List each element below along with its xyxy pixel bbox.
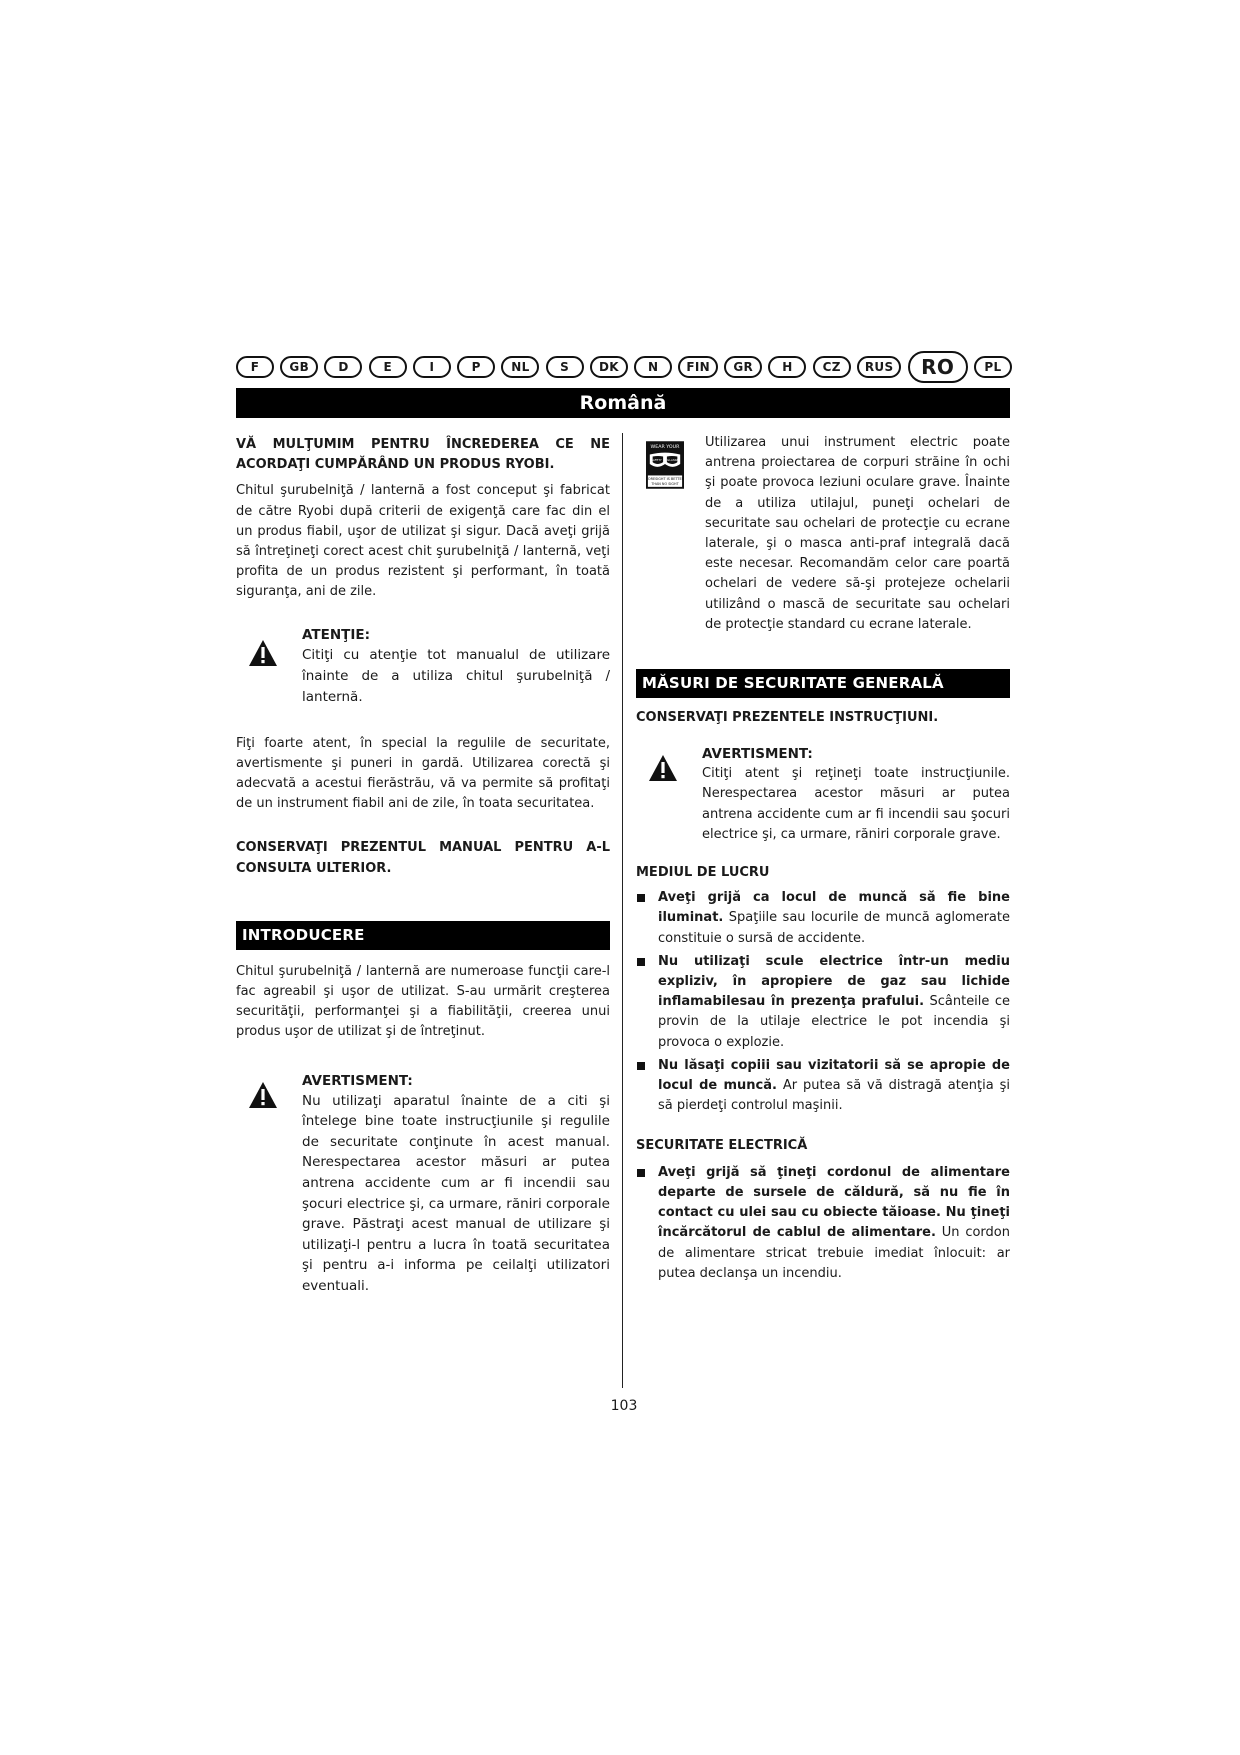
warning-box-left (236, 1071, 610, 1297)
electrical-safety-heading: SECURITATE ELECTRICĂ (636, 1138, 808, 1154)
right-column (636, 433, 1010, 1284)
attention-box (236, 625, 610, 708)
work-environment-list (636, 888, 1010, 1116)
language-tab-e[interactable]: E (369, 356, 407, 378)
language-tab-p[interactable]: P (457, 356, 495, 378)
rules-paragraph: Fiţi foarte atent, în special la regulile de securitate, avertismente şi puneri in gardă. Utilizarea corectă şi adecvată a acestui fierăstrău, vă va permite să profitaţi de un instrument fiabil ani de zile, în toata securitatea. (236, 735, 610, 812)
language-selector (236, 350, 1012, 384)
safety-glasses-block (636, 433, 1010, 635)
left-column (236, 433, 610, 1297)
language-tab-i[interactable]: I (413, 356, 451, 378)
glasses-icon-line-3: GLASSES (667, 458, 681, 463)
language-tab-n[interactable]: N (634, 356, 672, 378)
language-tab-h[interactable]: H (768, 356, 806, 378)
warning-title: AVERTISMENT: (302, 1072, 413, 1089)
language-tab-dk[interactable]: DK (590, 356, 628, 378)
language-tab-gb[interactable]: GB (280, 356, 318, 378)
list-item-text: Ar putea să vă distragă atenţia şi să pierdeţi controlul maşinii. (658, 1078, 1010, 1114)
warning-text: Nu utilizaţi aparatul înainte de a citi şi întelege bine toate instrucţiunile şi regulile de securitate conţinute în acest manual. Nerespectarea acestor măsuri ar putea antrena accidente cum ar fi incendii sau şocuri electrice şi, ca urmare, răniri corporale grave. Păstraţi acest manual de utilizare şi utilizaţi-l pentru a lucra în toată securitatea şi pentru a-i informa pe ceilalţi utilizatori eventuali. (302, 1092, 610, 1294)
section-introducere: INTRODUCERE (236, 921, 610, 950)
bullet-square-icon (637, 1062, 645, 1070)
list-item-bold: Aveţi grijă să ţineţi cordonul de alimentare departe de sursele de căldură, să nu fie în contact cu ulei sau cu obiecte tăioase. Nu ţineţi încărcătorul de cablul de alimentare. (658, 1164, 1010, 1241)
language-tab-fin[interactable]: FIN (678, 356, 718, 378)
warning-triangle-icon (648, 754, 678, 782)
work-environment-heading: MEDIUL DE LUCRU (636, 865, 770, 881)
keep-instructions-note: CONSERVAŢI PREZENTELE INSTRUCŢIUNI. (636, 710, 939, 726)
list-item-bold: Nu lăsaţi copiii sau vizitatorii să se apropie de locul de muncă. (658, 1057, 1010, 1094)
bullet-square-icon (637, 958, 645, 966)
list-item (636, 1056, 1010, 1117)
language-tab-gr[interactable]: GR (724, 356, 762, 378)
glasses-icon-line-1: WEAR YOUR (650, 444, 680, 450)
attention-title: ATENŢIE: (302, 626, 370, 643)
language-tab-nl[interactable]: NL (501, 356, 539, 378)
warning-title-right: AVERTISMENT: (702, 746, 813, 763)
safety-glasses-icon (646, 441, 684, 489)
warning-text-right: Citiţi atent şi reţineţi toate instrucţiunile. Nerespectarea acestor măsuri ar putea antrena accidente cum ar fi incendii sau şocuri electrice şi, ca urmare, răniri corporale grave. (702, 766, 1010, 842)
list-item-bold: Aveţi grijă ca locul de muncă să fie bine iluminat. (658, 890, 1010, 926)
language-tab-cz[interactable]: CZ (813, 356, 851, 378)
column-divider (622, 433, 623, 1388)
bullet-square-icon (637, 1169, 645, 1177)
intro-paragraph: Chitul şurubelniţă / lanternă a fost conceput şi fabricat de către Ryobi după criterii de exigenţă care fac din el un produs fiabil, uşor de utilizat şi sigur. Dacă aveţi grijă să întreţineţi corect acest chit şurubelniţă / lanternă, veţi profita de un produs rezistent şi performant, în toată siguranţa, ani de zile. (236, 483, 610, 600)
intro-section-paragraph: Chitul şurubelniţă / lanternă are numeroase funcţii care-l fac agreabil şi uşor de utilizat. S-au urmărit creşterea securităţii, performanţei şi a fiabilităţii, creerea unui produs uşor de utilizat şi de întreţinut. (236, 963, 610, 1040)
attention-text: Citiţi cu atenţie tot manualul de utilizare înainte de a utiliza chitul şurubelniţă / lanternă. (302, 646, 610, 705)
list-item (636, 1163, 1010, 1284)
language-tab-f[interactable]: F (236, 356, 274, 378)
glasses-icon-line-2: SAFETY (651, 458, 662, 463)
glasses-icon-line-5: THAN NO SIGHT (651, 481, 679, 486)
language-tab-d[interactable]: D (324, 356, 362, 378)
language-tab-rus[interactable]: RUS (857, 356, 902, 378)
language-tab-ro[interactable]: RO (908, 351, 968, 383)
section-general-safety: MĂSURI DE SECURITATE GENERALĂ (636, 669, 1010, 698)
list-item (636, 952, 1010, 1053)
list-item-text: Un cordon de alimentare stricat trebuie imediat înlocuit: ar putea declanşa un incendiu. (658, 1225, 1010, 1281)
language-tab-pl[interactable]: PL (974, 356, 1012, 378)
page-number: 103 (610, 1398, 638, 1414)
warning-box-right (636, 744, 1010, 845)
warning-triangle-icon (248, 1081, 278, 1109)
glasses-icon-line-4: FORESIGHT IS BETTER (646, 477, 684, 482)
language-tab-s[interactable]: S (546, 356, 584, 378)
list-item-text: Scânteile ce provin de la utilaje electrice le pot incendia şi provoca o explozie. (658, 994, 1010, 1050)
electrical-safety-list (636, 1163, 1010, 1284)
list-item-bold: Nu utilizaţi scule electrice într-un mediu expliziv, în apropiere de gaz sau lichide inflamabilesau în prezenţa prafului. (658, 953, 1010, 1010)
thanks-heading: VĂ MULŢUMIM PENTRU ÎNCREDEREA CE NE ACORDAŢI CUMPĂRÂND UN PRODUS RYOBI. (236, 437, 610, 473)
page-title: Română (236, 388, 1010, 418)
list-item-text: Spaţiile sau locurile de muncă aglomerate constituie o sursă de accidente. (658, 910, 1010, 946)
list-item (636, 888, 1010, 949)
warning-triangle-icon (248, 639, 278, 667)
safety-glasses-text: Utilizarea unui instrument electric poate antrena proiectarea de corpuri străine în ochi şi poate provoca leziuni oculare grave. Înainte de a utiliza utilajul, puneţi ochelari de securitate sau ochelari de protecţie cu ecrane laterale, şi o masca anti-praf integrală dacă este necesar. Recomandăm celor care poartă ochelari de vedere să-şi protejeze ochelarii utilizând o mască de securitate sau ochelari de protecţie standard cu ecrane laterale. (705, 435, 1010, 632)
keep-manual-note: CONSERVAŢI PREZENTUL MANUAL PENTRU A-L CONSULTA ULTERIOR. (236, 840, 610, 876)
bullet-square-icon (637, 894, 645, 902)
